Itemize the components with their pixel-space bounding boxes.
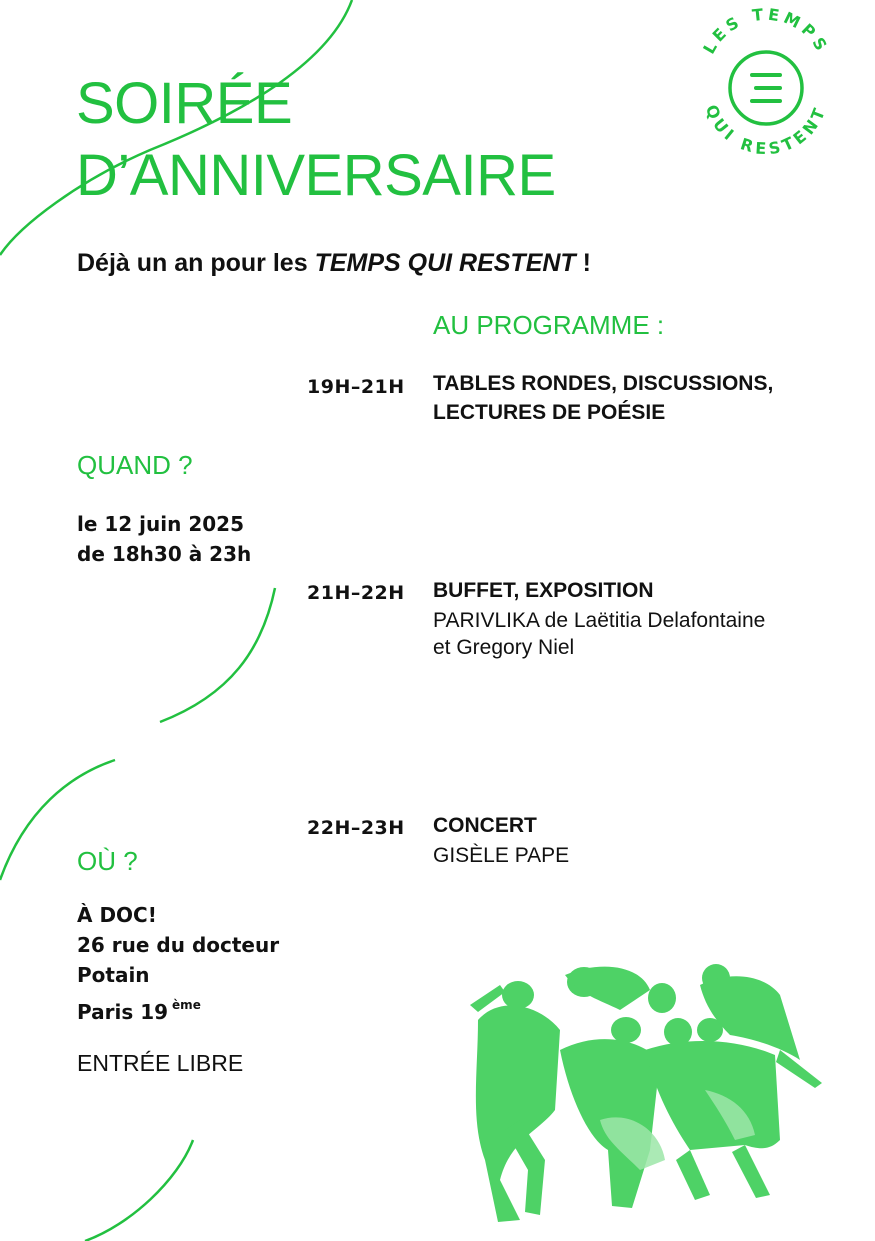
program-title-1-line-2: LECTURES DE POÉSIE: [433, 401, 666, 424]
address-street: 26 rue du docteur: [77, 933, 280, 957]
address-city-name: Paris 19: [77, 1000, 169, 1024]
program-time-3: 22H–23H: [307, 817, 405, 839]
tagline-suffix: !: [575, 249, 591, 277]
logo-ring-top: LES TEMPS: [699, 4, 833, 58]
tagline-emphasis: TEMPS QUI RESTENT: [314, 249, 576, 277]
when-date: le 12 juin 2025: [77, 512, 244, 536]
program-sub-2-line-2: et Gregory Niel: [433, 636, 575, 659]
tagline-prefix: Déjà un an pour les: [77, 249, 315, 277]
program-title-3: CONCERT: [433, 814, 537, 837]
program-heading: AU PROGRAMME :: [433, 310, 665, 340]
program-sub-3: GISÈLE PAPE: [433, 844, 570, 867]
program-time-2: 21H–22H: [307, 582, 405, 604]
program-title-2: BUFFET, EXPOSITION: [433, 579, 654, 602]
title-line-2: D’ANNIVERSAIRE: [76, 143, 556, 208]
program-sub-2-line-1: PARIVLIKA de Laëtitia Delafontaine: [433, 609, 766, 632]
when-hours: de 18h30 à 23h: [77, 542, 252, 566]
title-line-1: SOIRÉE: [76, 71, 293, 136]
address-street-2: Potain: [77, 963, 150, 987]
entry-info: ENTRÉE LIBRE: [77, 1050, 244, 1076]
program-title-1-line-1: TABLES RONDES, DISCUSSIONS,: [433, 372, 774, 395]
program-time-1: 19H–21H: [307, 376, 405, 398]
logo-ring-bottom: QUI RESTENT: [701, 101, 831, 159]
venue-name: À DOC!: [77, 903, 157, 927]
address-city-suffix: ème: [172, 998, 201, 1012]
when-heading: QUAND ?: [77, 450, 193, 480]
where-heading: OÙ ?: [77, 846, 138, 876]
